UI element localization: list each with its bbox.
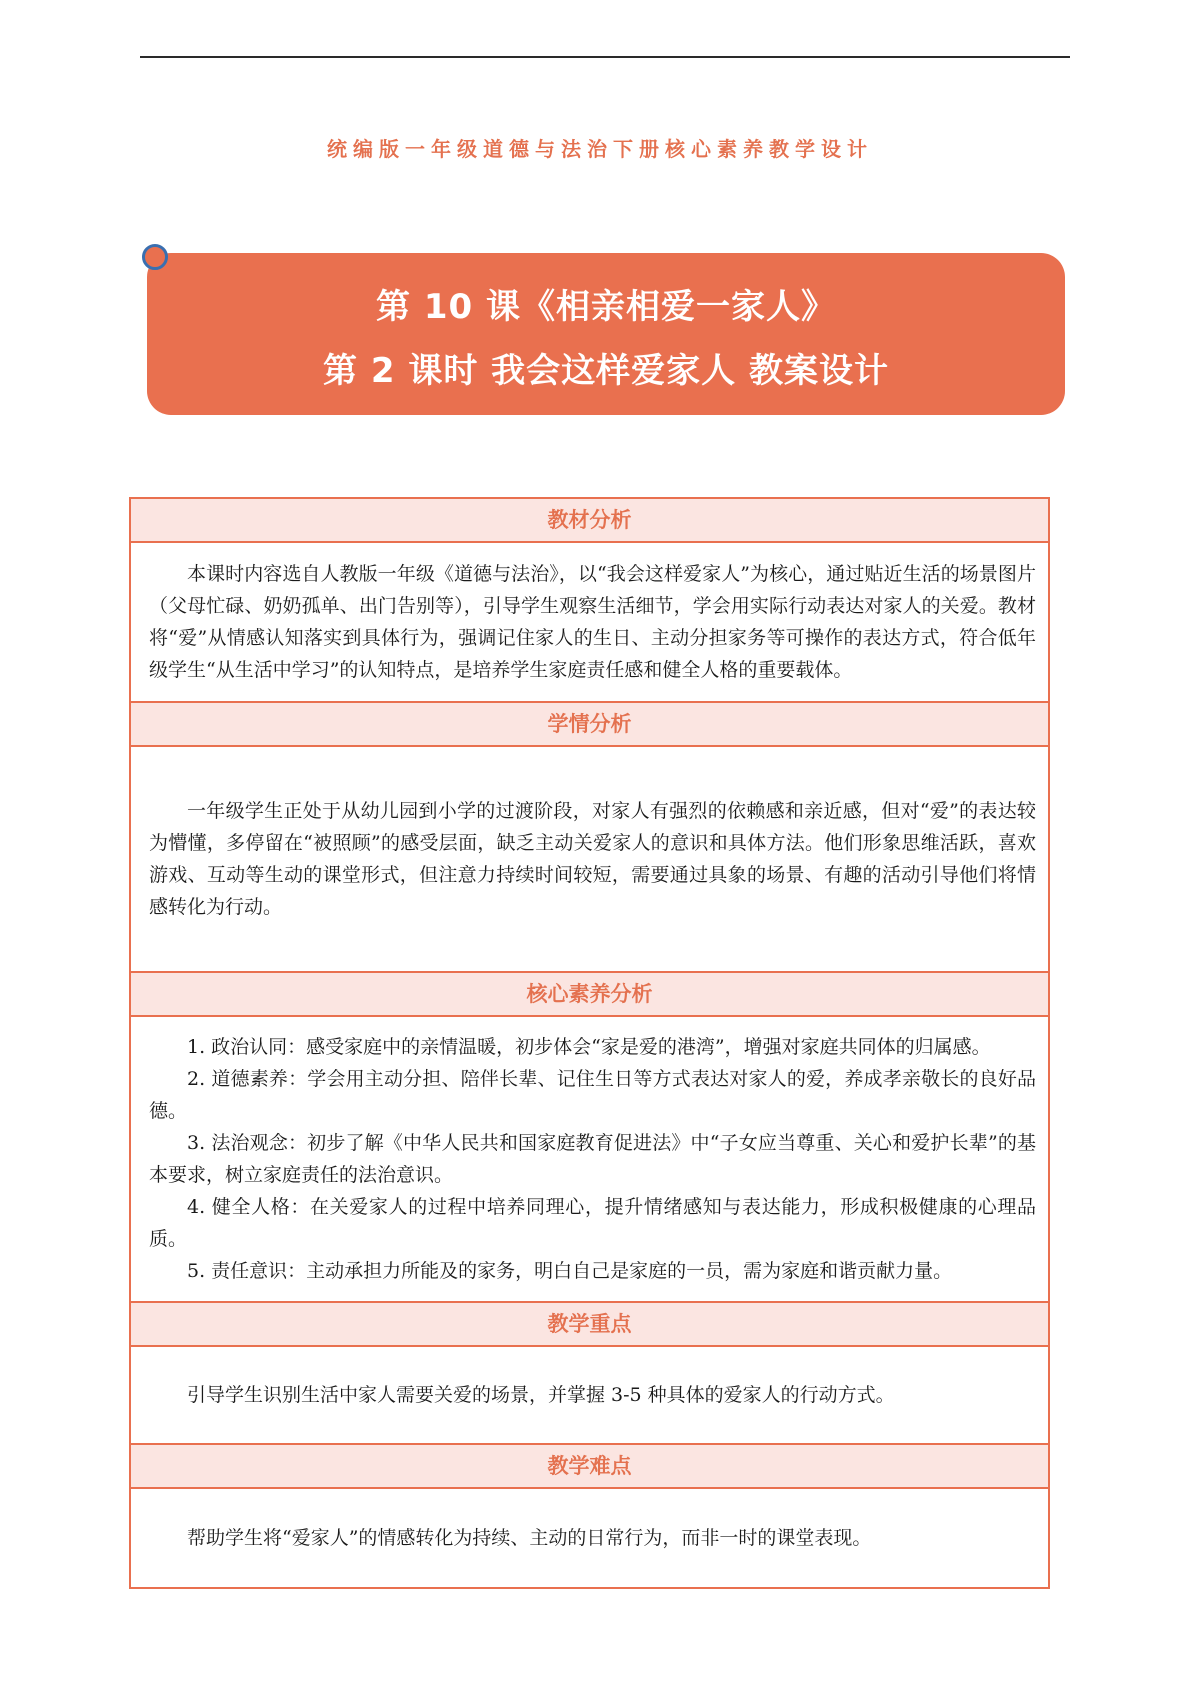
section-body-core-literacy (131, 1017, 1048, 1303)
section-heading-textbook-analysis: 教材分析 (131, 499, 1048, 543)
title-banner (147, 253, 1065, 415)
banner-dot-decoration (142, 244, 168, 270)
list-item: 5. 责任意识：主动承担力所能及的家务，明白自己是家庭的一员，需为家庭和谐贡献力量。 (187, 1260, 953, 1282)
section-heading-student-analysis: 学情分析 (131, 703, 1048, 747)
lesson-plan-table (129, 497, 1050, 1589)
list-item: 3. 法治观念：初步了解《中华人民共和国家庭教育促进法》中“子女应当尊重、关心和爱护长辈”的基本要求，树立家庭责任的法治意识。 (149, 1132, 1036, 1186)
section-heading-difficulties: 教学难点 (131, 1445, 1048, 1489)
paragraph: 帮助学生将“爱家人”的情感转化为持续、主动的日常行为，而非一时的课堂表现。 (187, 1527, 872, 1549)
paragraph: 一年级学生正处于从幼儿园到小学的过渡阶段，对家人有强烈的依赖感和亲近感，但对“爱”的表达较为懵懂，多停留在“被照顾”的感受层面，缺乏主动关爱家人的意识和具体方法。他们形象思维活跃，喜欢游戏、互动等生动的课堂形式，但注意力持续时间较短，需要通过具象的场景、有趣的活动引导他们将情感转化为行动。 (149, 800, 1036, 918)
series-header: 统编版一年级道德与法治下册核心素养教学设计 (327, 137, 873, 161)
list-item: 4. 健全人格：在关爱家人的过程中培养同理心，提升情绪感知与表达能力，形成积极健康的心理品质。 (149, 1196, 1036, 1250)
section-heading-core-literacy: 核心素养分析 (131, 973, 1048, 1017)
section-heading-key-points: 教学重点 (131, 1303, 1048, 1347)
section-body-key-points (131, 1347, 1048, 1445)
lesson-title: 第 10 课《相亲相爱一家人》 (376, 287, 836, 327)
lesson-subtitle: 第 2 课时 我会这样爱家人 教案设计 (322, 351, 889, 391)
section-body-difficulties (131, 1489, 1048, 1587)
top-rule (140, 56, 1070, 58)
section-body-textbook-analysis (131, 543, 1048, 703)
list-item: 1. 政治认同：感受家庭中的亲情温暖，初步体会“家是爱的港湾”，增强对家庭共同体的归属感。 (187, 1036, 991, 1058)
list-item: 2. 道德素养：学会用主动分担、陪伴长辈、记住生日等方式表达对家人的爱，养成孝亲敬长的良好品德。 (149, 1068, 1036, 1122)
paragraph: 引导学生识别生活中家人需要关爱的场景，并掌握 3-5 种具体的爱家人的行动方式。 (187, 1384, 895, 1406)
section-body-student-analysis (131, 747, 1048, 973)
paragraph: 本课时内容选自人教版一年级《道德与法治》，以“我会这样爱家人”为核心，通过贴近生活的场景图片（父母忙碌、奶奶孤单、出门告别等），引导学生观察生活细节，学会用实际行动表达对家人的关爱。教材将“爱”从情感认知落实到具体行为，强调记住家人的生日、主动分担家务等可操作的表达方式，符合低年级学生“从生活中学习”的认知特点，是培养学生家庭责任感和健全人格的重要载体。 (149, 563, 1036, 681)
